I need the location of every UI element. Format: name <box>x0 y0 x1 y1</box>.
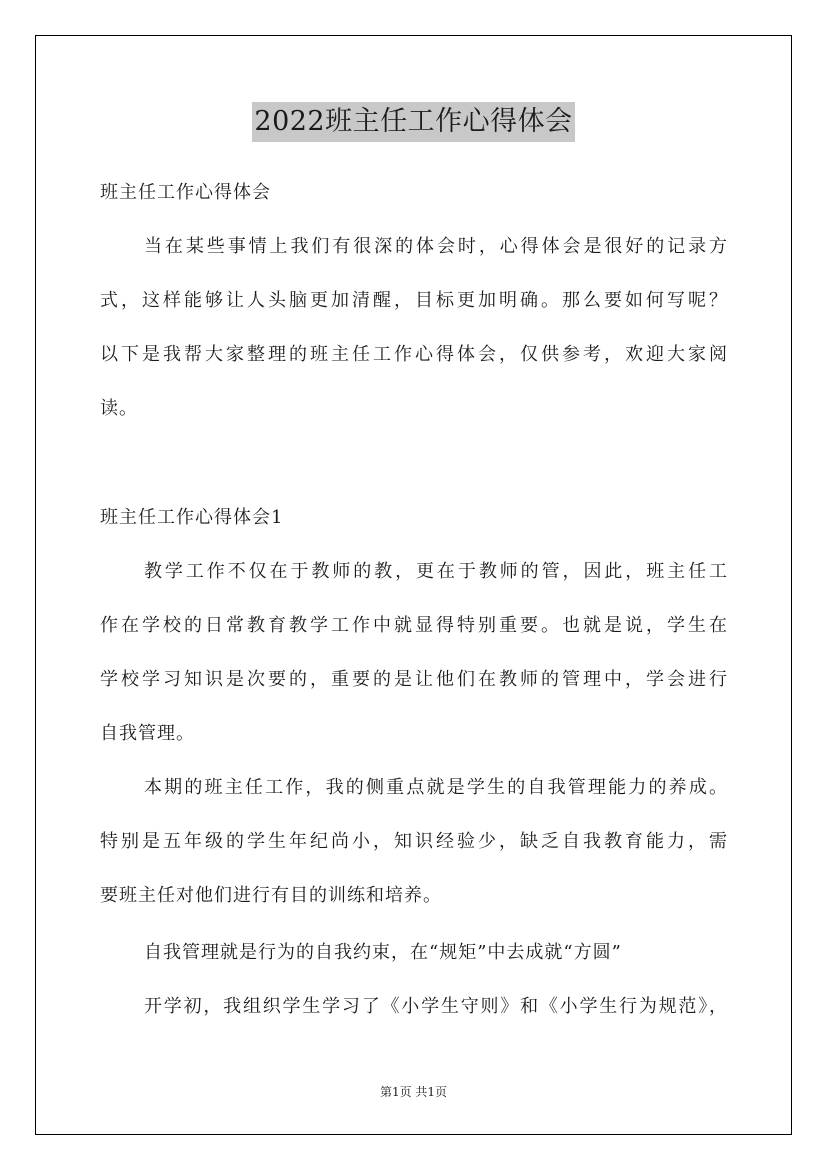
page-footer: 第1页 共1页 <box>379 1085 448 1099</box>
document-title: 2022班主任工作心得体会 <box>252 102 574 142</box>
para3-line-1: 自我管理就是行为的自我约束，在“规矩”中去成就“方圆” <box>144 942 622 963</box>
intro-line-3: 以下是我帮大家整理的班主任工作心得体会，仅供参考，欢迎大家阅 <box>100 344 728 365</box>
intro-line-4: 读。 <box>100 398 138 419</box>
title-container <box>0 102 827 142</box>
document-subtitle: 班主任工作心得体会 <box>100 182 271 203</box>
para2-line-3: 要班主任对他们进行有目的训练和培养。 <box>100 885 442 906</box>
section-heading: 班主任工作心得体会1 <box>100 507 284 528</box>
para2-line-1: 本期的班主任工作，我的侧重点就是学生的自我管理能力的养成。 <box>144 777 728 798</box>
intro-line-2: 式，这样能够让人头脑更加清醒，目标更加明确。那么要如何写呢？ <box>100 290 728 311</box>
para1-line-1: 教学工作不仅在于教师的教，更在于教师的管，因此，班主任工 <box>144 561 728 582</box>
para1-line-4: 自我管理。 <box>100 723 195 744</box>
para1-line-3: 学校学习知识是次要的，重要的是让他们在教师的管理中，学会进行 <box>100 669 728 690</box>
para1-line-2: 作在学校的日常教育教学工作中就显得特别重要。也就是说，学生在 <box>100 615 728 636</box>
intro-line-1: 当在某些事情上我们有很深的体会时，心得体会是很好的记录方 <box>144 236 728 257</box>
para2-line-2: 特别是五年级的学生年纪尚小，知识经验少，缺乏自我教育能力，需 <box>100 831 728 852</box>
para4-line-1: 开学初，我组织学生学习了《小学生守则》和《小学生行为规范》， <box>144 996 728 1017</box>
